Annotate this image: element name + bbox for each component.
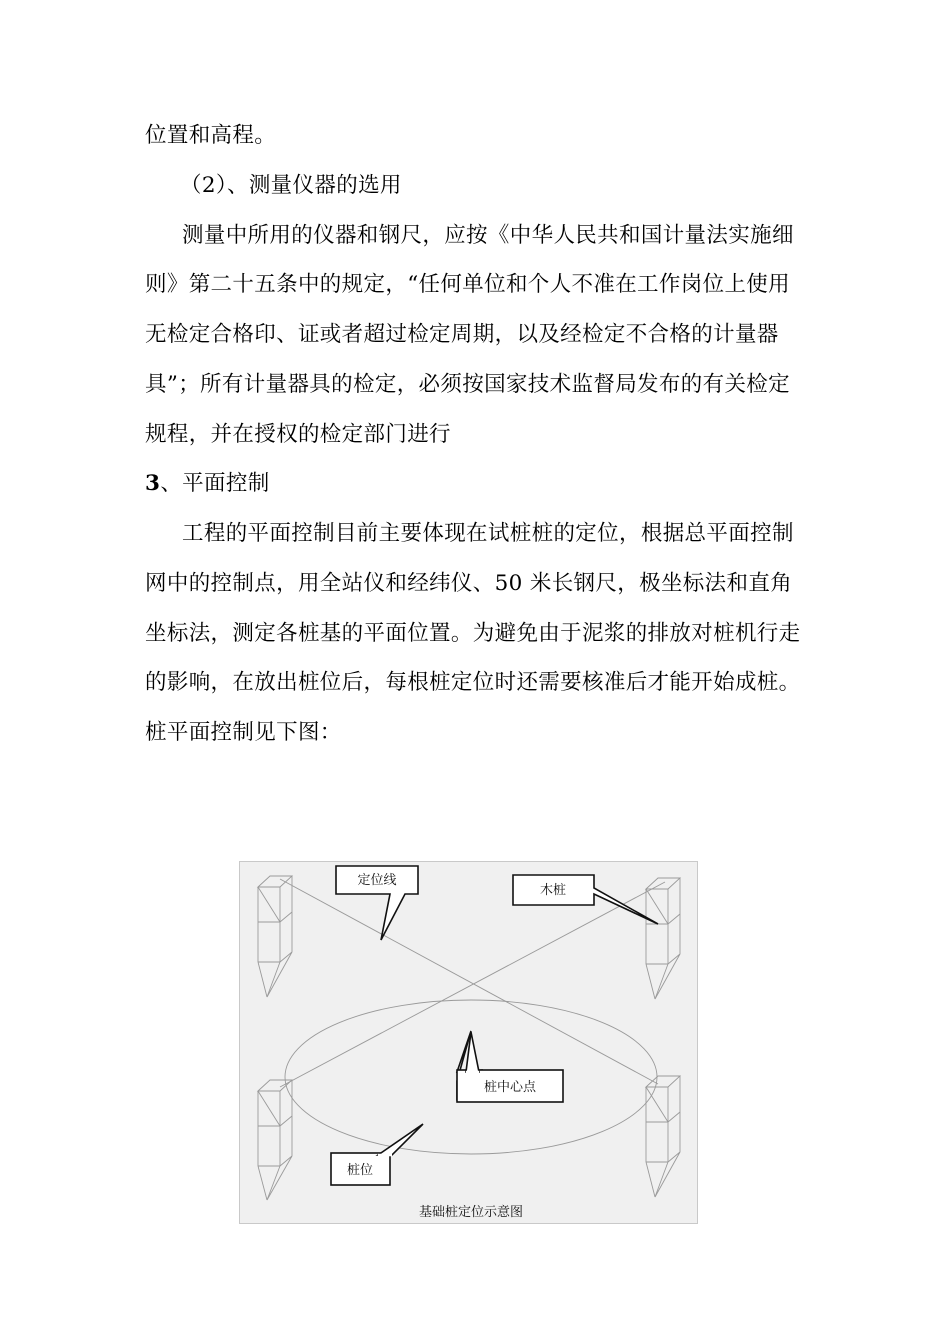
text-line: 具”；所有计量器具的检定，必须按国家技术监督局发布的有关检定 (145, 372, 790, 397)
callout-pile-center (457, 1031, 563, 1102)
label-pile-position: 桩位 (346, 1163, 374, 1178)
callout-wood-stake (513, 875, 658, 924)
diagram-svg (240, 862, 699, 1225)
text-line: 工程的平面控制目前主要体现在试桩桩的定位，根据总平面控制 (182, 521, 794, 546)
section-heading (145, 470, 810, 498)
text-line: 桩平面控制见下图： (145, 720, 342, 745)
stake-top-right (646, 878, 680, 999)
stake-top-left (258, 876, 292, 997)
stake-bottom-right (646, 1076, 680, 1197)
text-line: 的影响，在放出桩位后，每根桩定位时还需要核准后才能开始成桩。 (145, 670, 801, 695)
text-line: 坐标法，测定各桩基的平面位置。为避免由于泥浆的排放对桩机行走 (145, 621, 801, 646)
text-line: 规程，并在授权的检定部门进行 (145, 422, 451, 447)
text-line: 无检定合格印、证或者超过检定周期，以及经检定不合格的计量器 (145, 322, 779, 347)
section-number: 3 (145, 471, 161, 496)
text-line: 则》第二十五条中的规定，“任何单位和个人不准在工作岗位上使用 (145, 272, 790, 297)
label-positioning-line: 定位线 (357, 873, 397, 888)
pile-positioning-diagram (239, 861, 698, 1224)
stake-bottom-left (258, 1080, 292, 1200)
section-title: 、平面控制 (160, 471, 270, 496)
subheading: （2）、测量仪器的选用 (180, 173, 402, 198)
figure-caption: 基础桩定位示意图 (418, 1205, 524, 1220)
label-wood-stake: 木桩 (539, 883, 567, 898)
text-line: 网中的控制点，用全站仪和经纬仪、50 米长钢尺，极坐标法和直角 (145, 571, 793, 596)
text-line: 位置和高程。 (145, 123, 277, 148)
callout-positioning-line (336, 866, 418, 940)
text-line: 测量中所用的仪器和钢尺，应按《中华人民共和国计量法实施细 (182, 223, 794, 248)
label-pile-center: 桩中心点 (483, 1080, 537, 1095)
